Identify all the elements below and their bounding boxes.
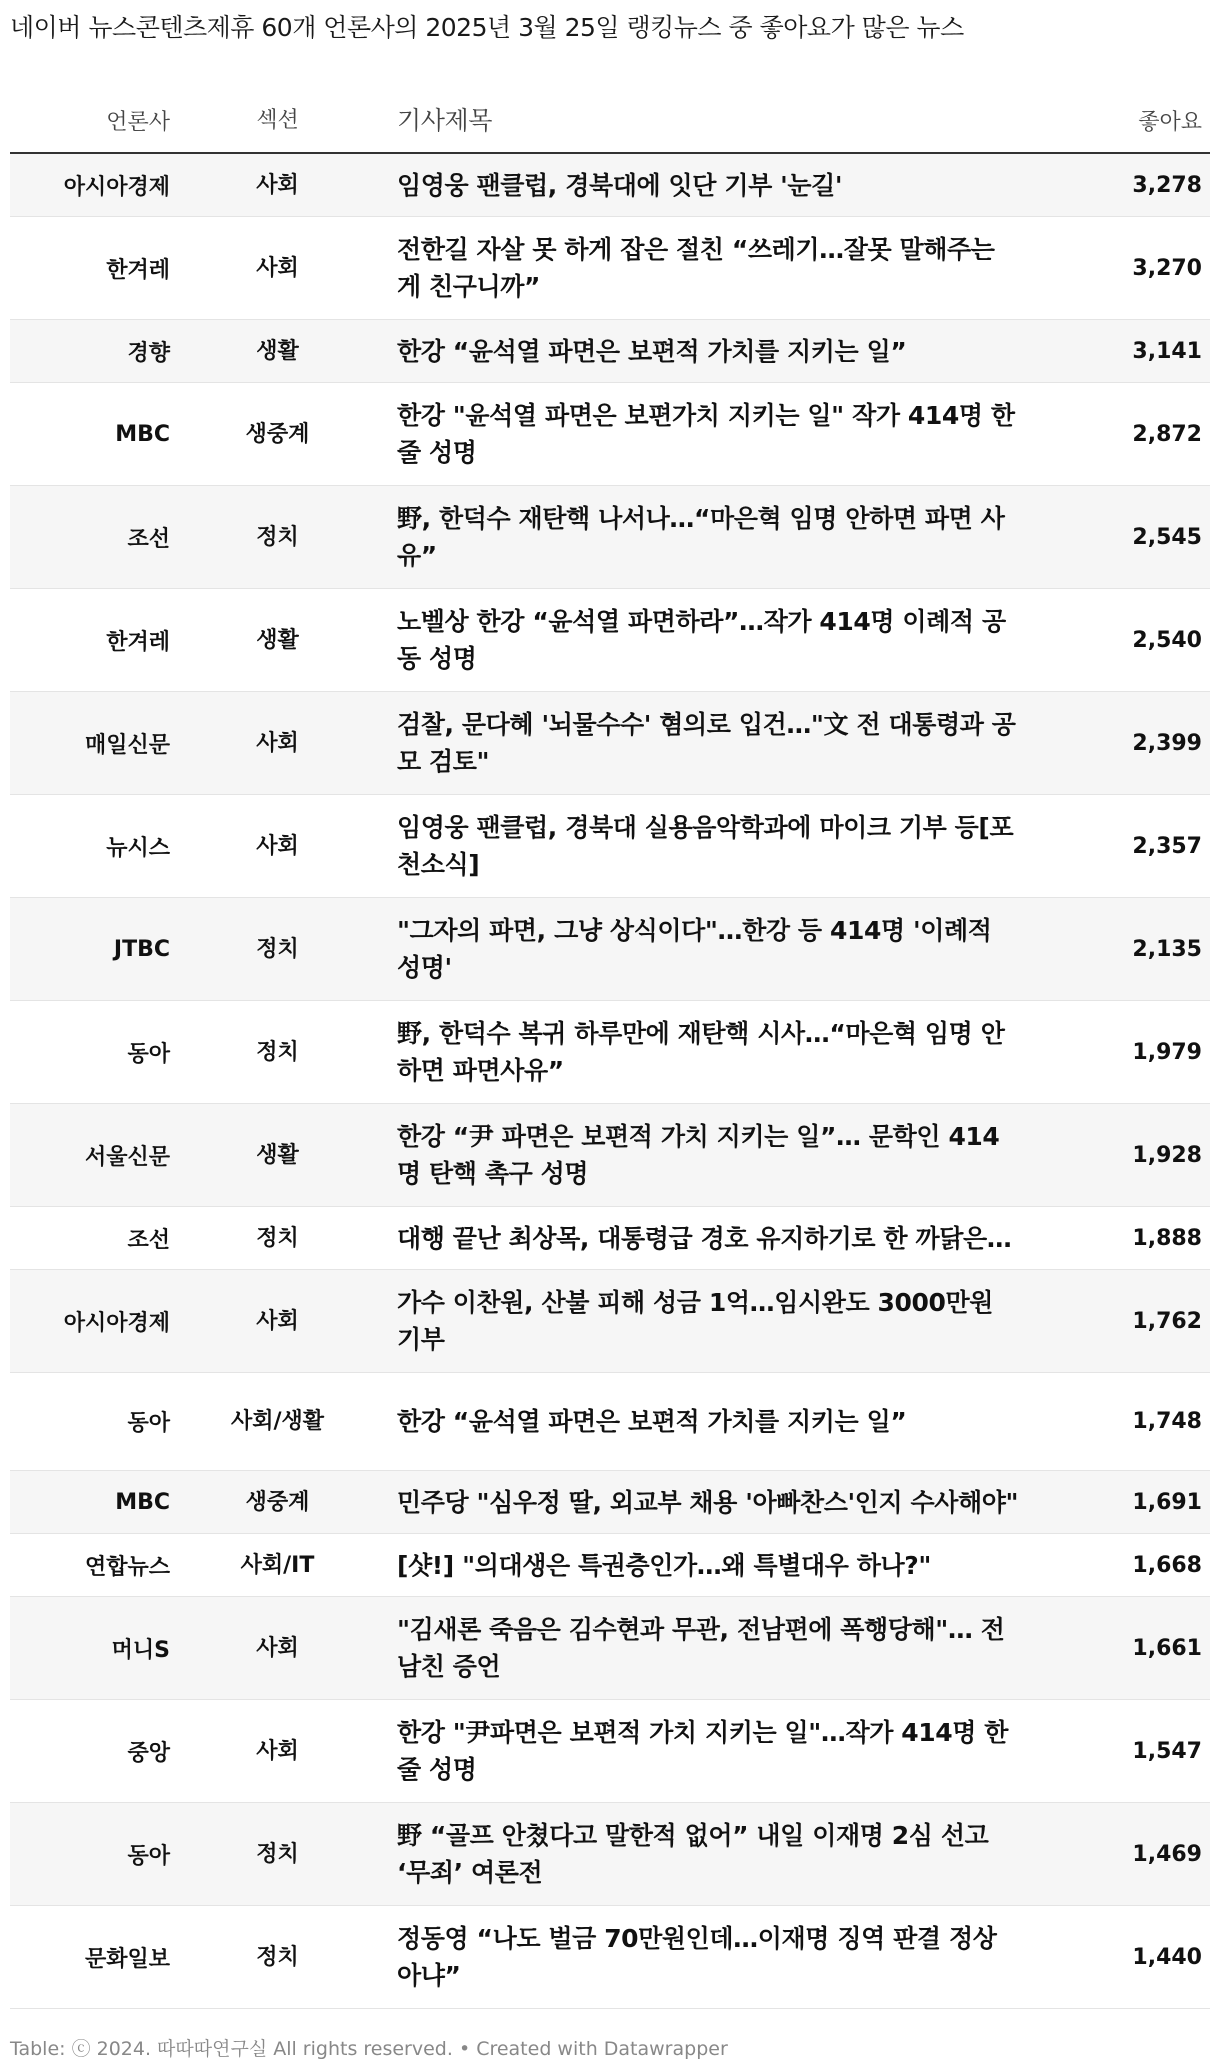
cell-headline: 민주당 "심우정 딸, 외교부 채용 '아빠찬스'인지 수사해야": [397, 1487, 1019, 1517]
cell-section: 정치: [256, 1944, 299, 1970]
cell-section: 사회: [256, 1308, 299, 1334]
cell-headline: [샷!] "의대생은 특권층인가…왜 특별대우 하나?": [397, 1550, 931, 1580]
cell-section: 사회: [256, 255, 299, 281]
cell-likes: 1,547: [1132, 1738, 1202, 1764]
table-row: [10, 486, 1210, 589]
table-row: [10, 795, 1210, 898]
cell-headline: 전한길 자살 못 하게 잡은 절친 “쓰레기…잘못 말해주는 게 친구니까”: [397, 235, 995, 301]
table-row: [10, 898, 1210, 1001]
cell-headline: 가수 이찬원, 산불 피해 성금 1억…임시완도 3000만원 기부: [397, 1288, 993, 1354]
cell-likes: 3,270: [1132, 255, 1202, 281]
cell-likes: 1,748: [1132, 1409, 1202, 1434]
cell-section: 정치: [256, 936, 299, 962]
cell-likes: 1,762: [1132, 1308, 1202, 1334]
cell-section: 생활: [256, 1142, 299, 1168]
cell-headline: 野, 한덕수 재탄핵 나서나…“마은혁 임명 안하면 파면 사유”: [397, 504, 1005, 570]
cell-likes: 1,469: [1132, 1841, 1202, 1867]
cell-likes: 3,141: [1132, 338, 1202, 364]
table-row: [10, 1373, 1210, 1471]
table-row: [10, 1471, 1210, 1534]
cell-headline: 한강 "윤석열 파면은 보편가치 지키는 일" 작가 414명 한줄 성명: [397, 401, 1015, 467]
cell-likes: 2,545: [1132, 524, 1202, 550]
cell-headline: 임영웅 팬클럽, 경북대에 잇단 기부 '눈길': [397, 170, 843, 200]
cell-publisher: 한겨레: [106, 629, 170, 655]
cell-publisher: 서울신문: [84, 1144, 170, 1170]
cell-publisher: 동아: [127, 1411, 170, 1436]
table-header: [10, 88, 1210, 154]
cell-publisher: 중앙: [127, 1740, 170, 1766]
cell-likes: 1,691: [1132, 1489, 1202, 1515]
header-headline[interactable]: 기사제목: [397, 105, 493, 135]
cell-publisher: 머니S: [111, 1637, 170, 1663]
cell-headline: 한강 “윤석열 파면은 보편적 가치를 지키는 일”: [397, 336, 907, 366]
table-row: [10, 1597, 1210, 1700]
cell-likes: 2,135: [1132, 936, 1202, 962]
cell-section: 정치: [256, 1039, 299, 1065]
cell-section: 사회: [256, 833, 299, 859]
header-likes[interactable]: 좋아요: [1138, 109, 1202, 135]
cell-headline: 대행 끝난 최상목, 대통령급 경호 유지하기로 한 까닭은…: [397, 1223, 1012, 1253]
table-row: [10, 154, 1210, 217]
cell-likes: 1,979: [1132, 1039, 1202, 1065]
cell-headline: "그자의 파면, 그냥 상식이다"…한강 등 414명 '이례적 성명': [397, 916, 992, 982]
cell-publisher: 매일신문: [84, 732, 170, 758]
cell-likes: 2,357: [1132, 833, 1202, 859]
cell-publisher: 동아: [127, 1041, 170, 1067]
cell-headline: 임영웅 팬클럽, 경북대 실용음악학과에 마이크 기부 등[포천소식]: [397, 813, 1014, 879]
cell-section: 생활: [256, 627, 299, 653]
cell-likes: 1,928: [1132, 1142, 1202, 1168]
table-row: [10, 383, 1210, 486]
cell-publisher: 동아: [127, 1843, 170, 1869]
table-row: [10, 1700, 1210, 1803]
cell-publisher: 아시아경제: [63, 174, 170, 200]
table-row: [10, 1534, 1210, 1597]
cell-publisher: 아시아경제: [63, 1310, 170, 1336]
table-row: [10, 1803, 1210, 1906]
cell-headline: 한강 "尹파면은 보편적 가치 지키는 일"…작가 414명 한줄 성명: [397, 1718, 1009, 1784]
table-row: [10, 1104, 1210, 1207]
cell-publisher: 문화일보: [84, 1946, 170, 1972]
table-row: [10, 1207, 1210, 1270]
cell-likes: 1,888: [1132, 1225, 1202, 1251]
cell-publisher: 뉴시스: [106, 835, 170, 861]
cell-publisher: MBC: [115, 421, 170, 447]
cell-publisher: MBC: [115, 1489, 170, 1515]
cell-headline: "김새론 죽음은 김수현과 무관, 전남편에 폭행당해"… 전남친 증언: [397, 1615, 1005, 1681]
cell-headline: 정동영 “나도 벌금 70만원인데…이재명 징역 판결 정상 아냐”: [397, 1924, 997, 1990]
cell-section: 사회: [256, 172, 299, 198]
cell-section: 생중계: [245, 421, 310, 447]
header-section[interactable]: 섹션: [256, 107, 299, 133]
table-row: [10, 692, 1210, 795]
cell-section: 생활: [256, 338, 299, 364]
header-publisher[interactable]: 언론사: [106, 109, 170, 135]
cell-likes: 2,399: [1132, 730, 1202, 756]
cell-likes: 2,872: [1132, 421, 1202, 447]
cell-section: 사회/IT: [240, 1552, 315, 1578]
cell-headline: 검찰, 문다혜 '뇌물수수' 혐의로 입건…"文 전 대통령과 공모 검토": [397, 710, 1016, 776]
cell-section: 생중계: [245, 1489, 310, 1515]
table-footer: Table: ⓒ 2024. 따따따연구실 All rights reserved. • Created with Datawrapper: [10, 2038, 728, 2060]
table-row: [10, 1906, 1210, 2009]
cell-likes: 1,661: [1132, 1635, 1202, 1661]
table-row: [10, 1001, 1210, 1104]
table-row: [10, 320, 1210, 383]
cell-section: 정치: [256, 524, 299, 550]
cell-section: 정치: [256, 1841, 299, 1867]
cell-headline: 한강 “윤석열 파면은 보편적 가치를 지키는 일”: [397, 1407, 907, 1436]
cell-section: 사회: [256, 730, 299, 756]
cell-section: 사회: [256, 1738, 299, 1764]
cell-likes: 3,278: [1132, 172, 1202, 198]
cell-likes: 1,440: [1132, 1944, 1202, 1970]
cell-headline: 노벨상 한강 “윤석열 파면하라”…작가 414명 이례적 공동 성명: [397, 607, 1006, 673]
cell-publisher: JTBC: [113, 936, 170, 962]
cell-headline: 野, 한덕수 복귀 하루만에 재탄핵 시사…“마은혁 임명 안하면 파면사유”: [397, 1019, 1005, 1085]
cell-section: 사회/생활: [230, 1409, 325, 1434]
cell-likes: 2,540: [1132, 627, 1202, 653]
cell-publisher: 연합뉴스: [84, 1554, 170, 1580]
cell-publisher: 경향: [127, 340, 170, 366]
page-title: 네이버 뉴스콘텐츠제휴 60개 언론사의 2025년 3월 25일 랭킹뉴스 중 좋아요가 많은 뉴스: [10, 13, 964, 42]
table-row: [10, 217, 1210, 320]
cell-publisher: 한겨레: [106, 257, 170, 283]
cell-section: 정치: [256, 1225, 299, 1251]
table-row: [10, 1270, 1210, 1373]
table-row: [10, 589, 1210, 692]
cell-publisher: 조선: [127, 1227, 170, 1253]
cell-likes: 1,668: [1132, 1552, 1202, 1578]
cell-headline: 한강 “尹 파면은 보편적 가치 지키는 일”… 문학인 414명 탄핵 촉구 성명: [397, 1122, 1000, 1188]
ranking-table: [10, 88, 1210, 2009]
cell-section: 사회: [256, 1635, 299, 1661]
cell-publisher: 조선: [127, 526, 170, 552]
cell-headline: 野 “골프 안쳤다고 말한적 없어” 내일 이재명 2심 선고 ‘무죄’ 여론전: [397, 1821, 989, 1887]
